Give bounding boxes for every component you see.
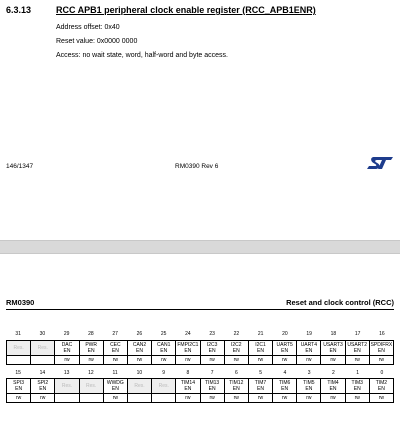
bit-number: 20 bbox=[282, 331, 288, 337]
register-field: TIM4 EN bbox=[321, 379, 345, 394]
access-cell bbox=[152, 394, 176, 403]
bit-number: 17 bbox=[354, 331, 361, 337]
bit-number: 21 bbox=[257, 331, 264, 337]
bit-number: 14 bbox=[39, 370, 46, 376]
access-cell: rw bbox=[273, 394, 297, 403]
register-field: TIM7 EN bbox=[248, 379, 272, 394]
bit-number: 0 bbox=[380, 370, 384, 376]
bit-number: 22 bbox=[233, 331, 240, 337]
bit-number: 13 bbox=[63, 370, 70, 376]
register-field: FMPI2C1 EN bbox=[177, 342, 199, 354]
access-cell: rw bbox=[224, 356, 248, 365]
header-chapter: Reset and clock control (RCC) bbox=[286, 298, 394, 307]
header-rule bbox=[6, 309, 394, 310]
access-cell: rw bbox=[345, 394, 369, 403]
reserved-field: Res. bbox=[31, 341, 55, 356]
bit-number: 3 bbox=[307, 370, 311, 376]
bit-number: 2 bbox=[331, 370, 335, 376]
bit-number: 8 bbox=[186, 370, 190, 376]
register-field: I2C1 EN bbox=[248, 341, 272, 356]
access-cell: rw bbox=[297, 356, 321, 365]
register-upper-table bbox=[6, 340, 394, 365]
access-cell bbox=[127, 394, 151, 403]
bit-number: 28 bbox=[88, 331, 94, 337]
bit-number: 5 bbox=[259, 370, 263, 376]
bit-number: 26 bbox=[136, 331, 143, 337]
register-field: DAC EN bbox=[55, 341, 79, 356]
bit-number: 16 bbox=[379, 331, 385, 337]
register-field: I2C2 EN bbox=[224, 341, 248, 356]
register-field: TIM5 EN bbox=[297, 379, 321, 394]
bit-number: 23 bbox=[209, 331, 215, 337]
register-field: CAN2 EN bbox=[127, 341, 151, 356]
register-field: TIM14 EN bbox=[176, 379, 200, 394]
bit-number: 9 bbox=[162, 370, 166, 376]
bit-number: 31 bbox=[15, 331, 21, 337]
bit-number: 19 bbox=[306, 331, 312, 337]
access-description: Access: no wait state, word, half-word and byte access. bbox=[56, 52, 228, 59]
access-cell: rw bbox=[79, 356, 103, 365]
bit-number: 30 bbox=[39, 331, 46, 337]
page-number: 146/1347 bbox=[6, 163, 34, 170]
access-cell: rw bbox=[152, 356, 176, 365]
bit-number: 7 bbox=[210, 370, 214, 376]
bit-number: 6 bbox=[234, 370, 238, 376]
access-cell: rw bbox=[369, 356, 393, 365]
bit-number: 11 bbox=[112, 370, 118, 376]
reserved-field: Res. bbox=[55, 379, 79, 394]
bit-number: 1 bbox=[356, 370, 360, 376]
access-cell bbox=[55, 394, 79, 403]
register-field: USART3 EN bbox=[321, 341, 345, 356]
register-field: TIM12 EN bbox=[224, 379, 248, 394]
register-field: USART2 EN bbox=[345, 341, 369, 356]
page-separator bbox=[0, 240, 400, 254]
access-cell: rw bbox=[127, 356, 151, 365]
access-cell: rw bbox=[176, 394, 200, 403]
access-cell: rw bbox=[55, 356, 79, 365]
register-field: TIM6 EN bbox=[273, 379, 297, 394]
register-field: TIM3 EN bbox=[345, 379, 369, 394]
access-cell: rw bbox=[321, 394, 345, 403]
access-cell: rw bbox=[7, 394, 31, 403]
access-cell: rw bbox=[200, 394, 224, 403]
reserved-field: Res. bbox=[7, 341, 31, 356]
access-cell bbox=[7, 356, 31, 365]
access-cell: rw bbox=[176, 356, 200, 365]
bit-number: 24 bbox=[185, 331, 191, 337]
access-cell: rw bbox=[200, 356, 224, 365]
reserved-field: Res. bbox=[79, 379, 103, 394]
access-cell: rw bbox=[321, 356, 345, 365]
access-cell: rw bbox=[248, 394, 272, 403]
bit-number: 4 bbox=[283, 370, 287, 376]
access-cell: rw bbox=[345, 356, 369, 365]
register-lower-table bbox=[6, 378, 394, 403]
register-field: UART4 EN bbox=[297, 341, 321, 356]
bit-number: 27 bbox=[112, 331, 118, 337]
access-cell: rw bbox=[224, 394, 248, 403]
access-cell: rw bbox=[31, 394, 55, 403]
reserved-field: Res. bbox=[127, 379, 151, 394]
reserved-field: Res. bbox=[152, 379, 176, 394]
register-field: UART5 EN bbox=[273, 341, 297, 356]
register-field: PWR EN bbox=[79, 341, 103, 356]
bit-number: 15 bbox=[15, 370, 21, 376]
access-cell bbox=[79, 394, 103, 403]
access-cell: rw bbox=[103, 394, 127, 403]
register-field: CAN1 EN bbox=[152, 341, 176, 356]
register-field: TIM2 EN bbox=[369, 379, 393, 394]
section-number: 6.3.13 bbox=[6, 5, 32, 15]
access-cell: rw bbox=[369, 394, 393, 403]
register-field: TIM13 EN bbox=[200, 379, 224, 394]
bit-number: 29 bbox=[63, 331, 70, 337]
document-page-bottom bbox=[0, 254, 400, 422]
register-field: I2C3 EN bbox=[200, 341, 224, 356]
access-cell: rw bbox=[103, 356, 127, 365]
register-field: CEC EN bbox=[103, 341, 127, 356]
access-cell: rw bbox=[248, 356, 272, 365]
access-cell bbox=[31, 356, 55, 365]
bit-number: 18 bbox=[330, 331, 337, 337]
upper-bit-numbers bbox=[6, 331, 394, 337]
register-field: SPDIFRX EN bbox=[370, 342, 393, 354]
register-field: WWDG EN bbox=[103, 379, 127, 394]
register-field: SPI2 EN bbox=[31, 379, 55, 394]
document-revision: RM0390 Rev 6 bbox=[175, 163, 219, 170]
section-title: RCC APB1 peripheral clock enable register (RCC_APB1ENR) bbox=[56, 5, 316, 15]
address-offset: Address offset: 0x40 bbox=[56, 24, 120, 31]
access-cell: rw bbox=[273, 356, 297, 365]
bit-number: 25 bbox=[160, 331, 167, 337]
reset-value: Reset value: 0x0000 0000 bbox=[56, 38, 138, 45]
st-logo-icon bbox=[366, 156, 394, 170]
bit-number: 12 bbox=[88, 370, 94, 376]
header-doc-id: RM0390 bbox=[6, 298, 35, 307]
lower-bit-numbers bbox=[6, 370, 394, 376]
bit-number: 10 bbox=[136, 370, 143, 376]
access-cell: rw bbox=[297, 394, 321, 403]
register-field: SPI3 EN bbox=[7, 379, 31, 394]
